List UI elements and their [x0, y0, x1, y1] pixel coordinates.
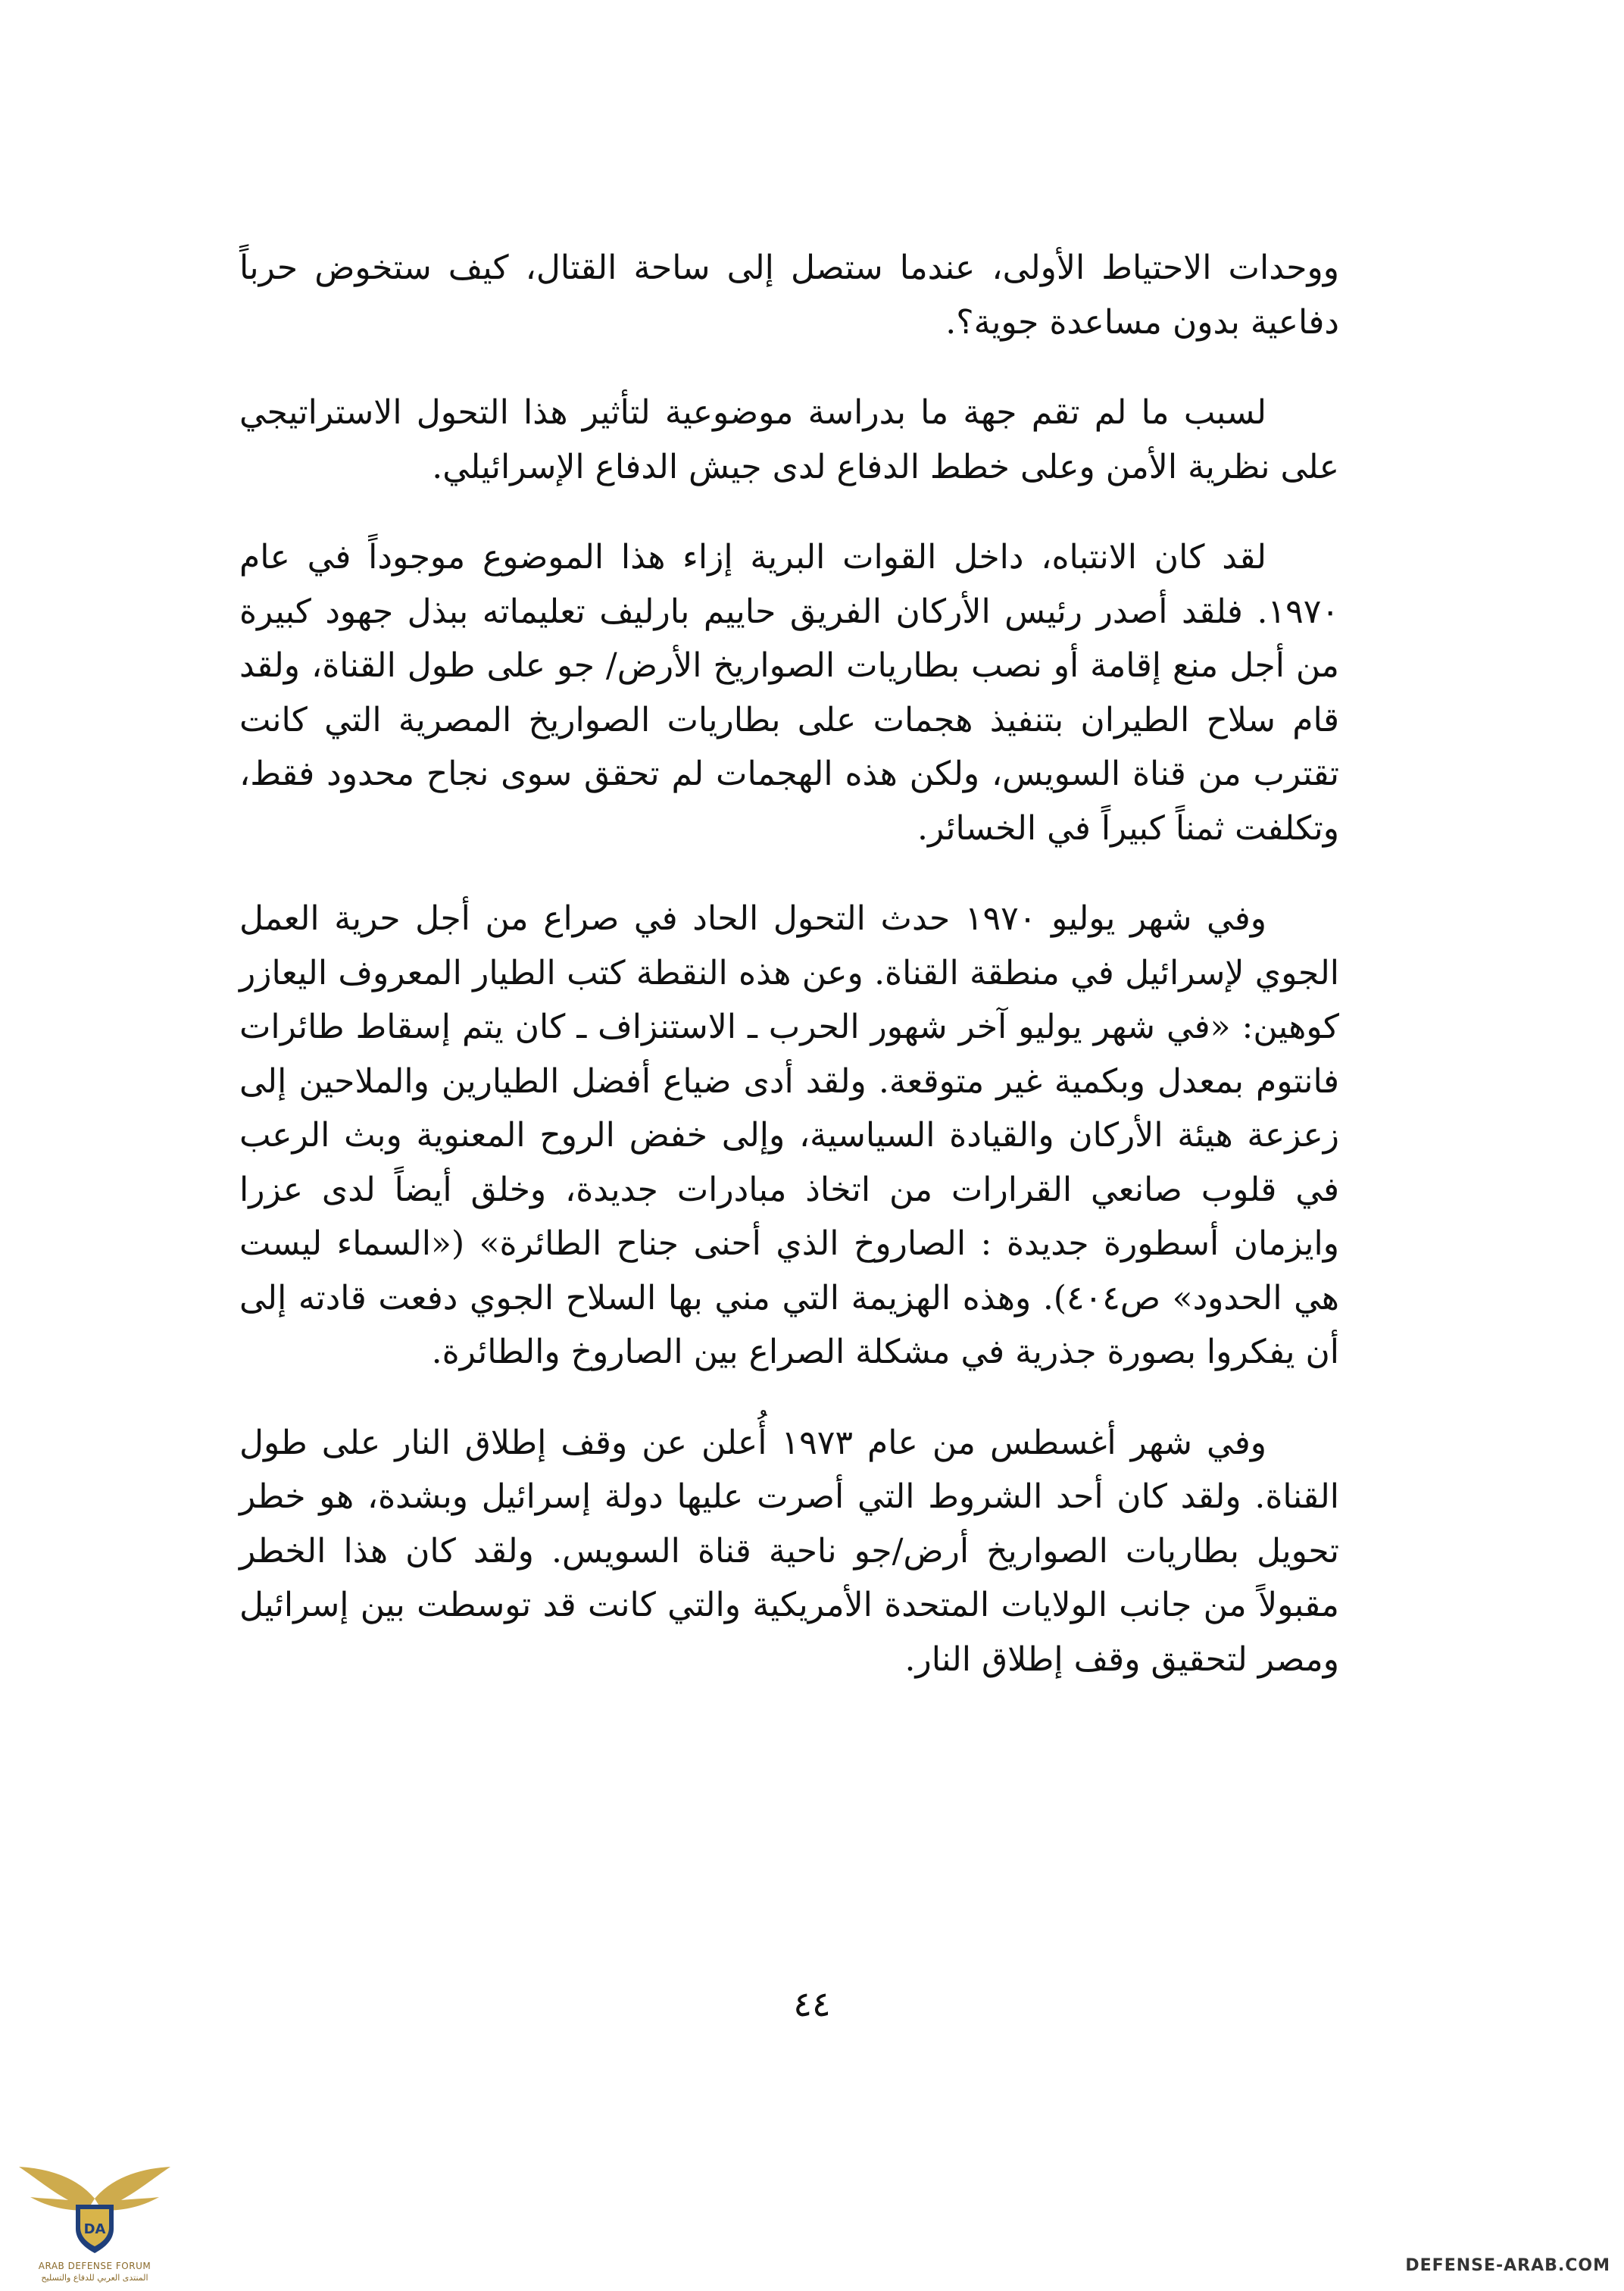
eagle-logo-icon — [15, 2146, 174, 2259]
paragraph: وفي شهر يوليو ١٩٧٠ حدث التحول الحاد في صراع من أجل حرية العمل الجوي لإسرائيل في منطقة القناة. وعن هذه النقطة كتب الطيار المعروف اليعازر كوهين: «في شهر يوليو آخر شهور الحرب ـ الاستنزاف ـ كان يتم إسقاط طائرات فانتوم بمعدل وبكمية غير متوقعة. ولقد أدى ضياع أفضل الطيارين والملاحين إلى زعزعة هيئة الأركان والقيادة السياسية، وإلى خفض الروح المعنوية وبث الرعب في قلوب صانعي القرارات من اتخاذ مبادرات جديدة، وخلق أيضاً لدى عزرا وايزمان أسطورة جديدة : الصاروخ الذي أحنى جناح الطائرة» («السماء ليست هي الحدود» ص٤٠٤). وهذه الهزيمة التي مني بها السلاح الجوي دفعت قادته إلى أن يفكروا بصورة جذرية في مشكلة الصراع بين الصاروخ والطائرة. — [239, 899, 1340, 1371]
logo-wordmark-ar: المنتدى العربي للدفاع والتسليح — [41, 2273, 148, 2283]
paragraph: وفي شهر أغسطس من عام ١٩٧٣ أُعلن عن وقف إطلاق النار على طول القناة. ولقد كان أحد الشروط التي أصرت عليها دولة إسرائيل وبشدة، هو خطر تحويل بطاريات الصواريخ أرض/جو ناحية قناة السويس. ولقد كان هذا الخطر مقبولاً من جانب الولايات المتحدة الأمريكية والتي كانت قد توسطت بين إسرائيل ومصر لتحقيق وقف إطلاق النار. — [239, 1423, 1339, 1679]
paragraph-continuation: ووحدات الاحتياط الأولى، عندما ستصل إلى ساحة القتال، كيف ستخوض حرباً دفاعية بدون مساعدة جوية؟. — [239, 248, 1339, 342]
paragraph: لسبب ما لم تقم جهة ما بدراسة موضوعية لتأثير هذا التحول الاستراتيجي على نظرية الأمن وعلى خطط الدفاع لدى جيش الدفاع الإسرائيلي. — [239, 393, 1339, 486]
forum-logo-watermark — [15, 2146, 174, 2289]
site-watermark: DEFENSE-ARAB.COM — [1405, 2256, 1610, 2275]
body-text — [239, 241, 1339, 1723]
page-number: ٤٤ — [793, 1983, 831, 2024]
paragraph: لقد كان الانتباه، داخل القوات البرية إزاء هذا الموضوع موجوداً في عام ١٩٧٠. فلقد أصدر رئيس الأركان الفريق حاييم بارليف تعليماته ببذل جهود كبيرة من أجل منع إقامة أو نصب بطاريات الصواريخ الأرض/ جو على طول القناة، ولقد قام سلاح الطيران بتنفيذ هجمات على بطاريات الصواريخ المصرية التي كانت تقترب من قناة السويس، ولكن هذه الهجمات لم تحقق سوى نجاح محدود فقط، وتكلفت ثمناً كبيراً في الخسائر. — [239, 538, 1339, 848]
logo-wordmark-en: ARAB DEFENSE FORUM — [38, 2261, 151, 2271]
logo-mark-text: DA — [83, 2221, 106, 2237]
